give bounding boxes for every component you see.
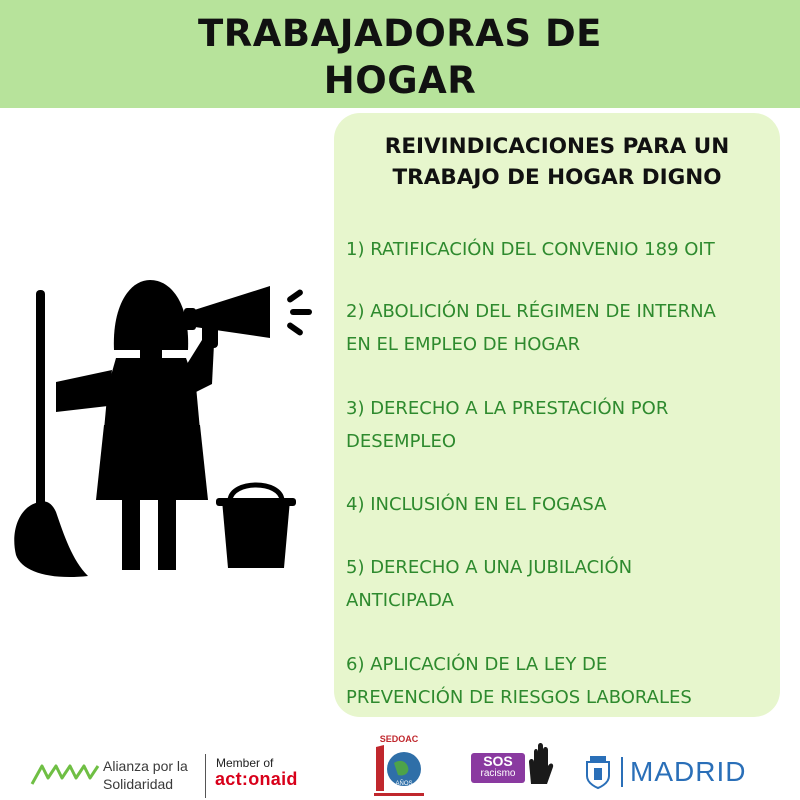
claims-panel: [334, 113, 780, 717]
sos-racismo-logo: [471, 753, 525, 783]
racismo-label: racismo: [480, 768, 516, 779]
sos-label: SOS: [483, 753, 513, 769]
claim-4: 4) INCLUSIÓN EN EL FOGASA: [346, 494, 607, 515]
madrid-separator: [621, 757, 623, 787]
actionaid-logo: act:onaid: [215, 769, 298, 789]
claim-5: 5) DERECHO A UNA JUBILACIÓN ANTICIPADA: [346, 557, 633, 611]
claim-3: 3) DERECHO A LA PRESTACIÓN POR DESEMPLEO: [346, 398, 669, 452]
hand-icon: [525, 740, 555, 788]
alianza-label: Alianza por la Solidaridad: [103, 758, 188, 792]
claim-6: 6) APLICACIÓN DE LA LEY DE PREVENCIÓN DE RIESGOS LABORALES: [346, 654, 692, 708]
madrid-logo-text: MADRID: [630, 756, 747, 787]
alianza-logo-icon: [30, 760, 100, 788]
page-title: TRABAJADORAS DE HOGAR: [198, 12, 602, 102]
claim-2: 2) ABOLICIÓN DEL RÉGIMEN DE INTERNA EN EL EMPLEO DE HOGAR: [346, 301, 716, 355]
header-banner: [0, 0, 800, 108]
svg-text:AÑOS: AÑOS: [395, 781, 413, 787]
footer-divider: [205, 754, 206, 798]
madrid-crest-icon: [584, 754, 612, 790]
domestic-worker-icon: [0, 270, 330, 590]
claims-title: REIVINDICACIONES PARA UN TRABAJO DE HOGAR DIGNO: [384, 134, 730, 190]
member-of-label: Member of: [216, 756, 274, 770]
sedoac-anniversary-logo-icon: [366, 733, 432, 799]
claim-1: 1) RATIFICACIÓN DEL CONVENIO 189 OIT: [346, 239, 715, 260]
sedoac-label: SEDOAC: [379, 734, 419, 744]
